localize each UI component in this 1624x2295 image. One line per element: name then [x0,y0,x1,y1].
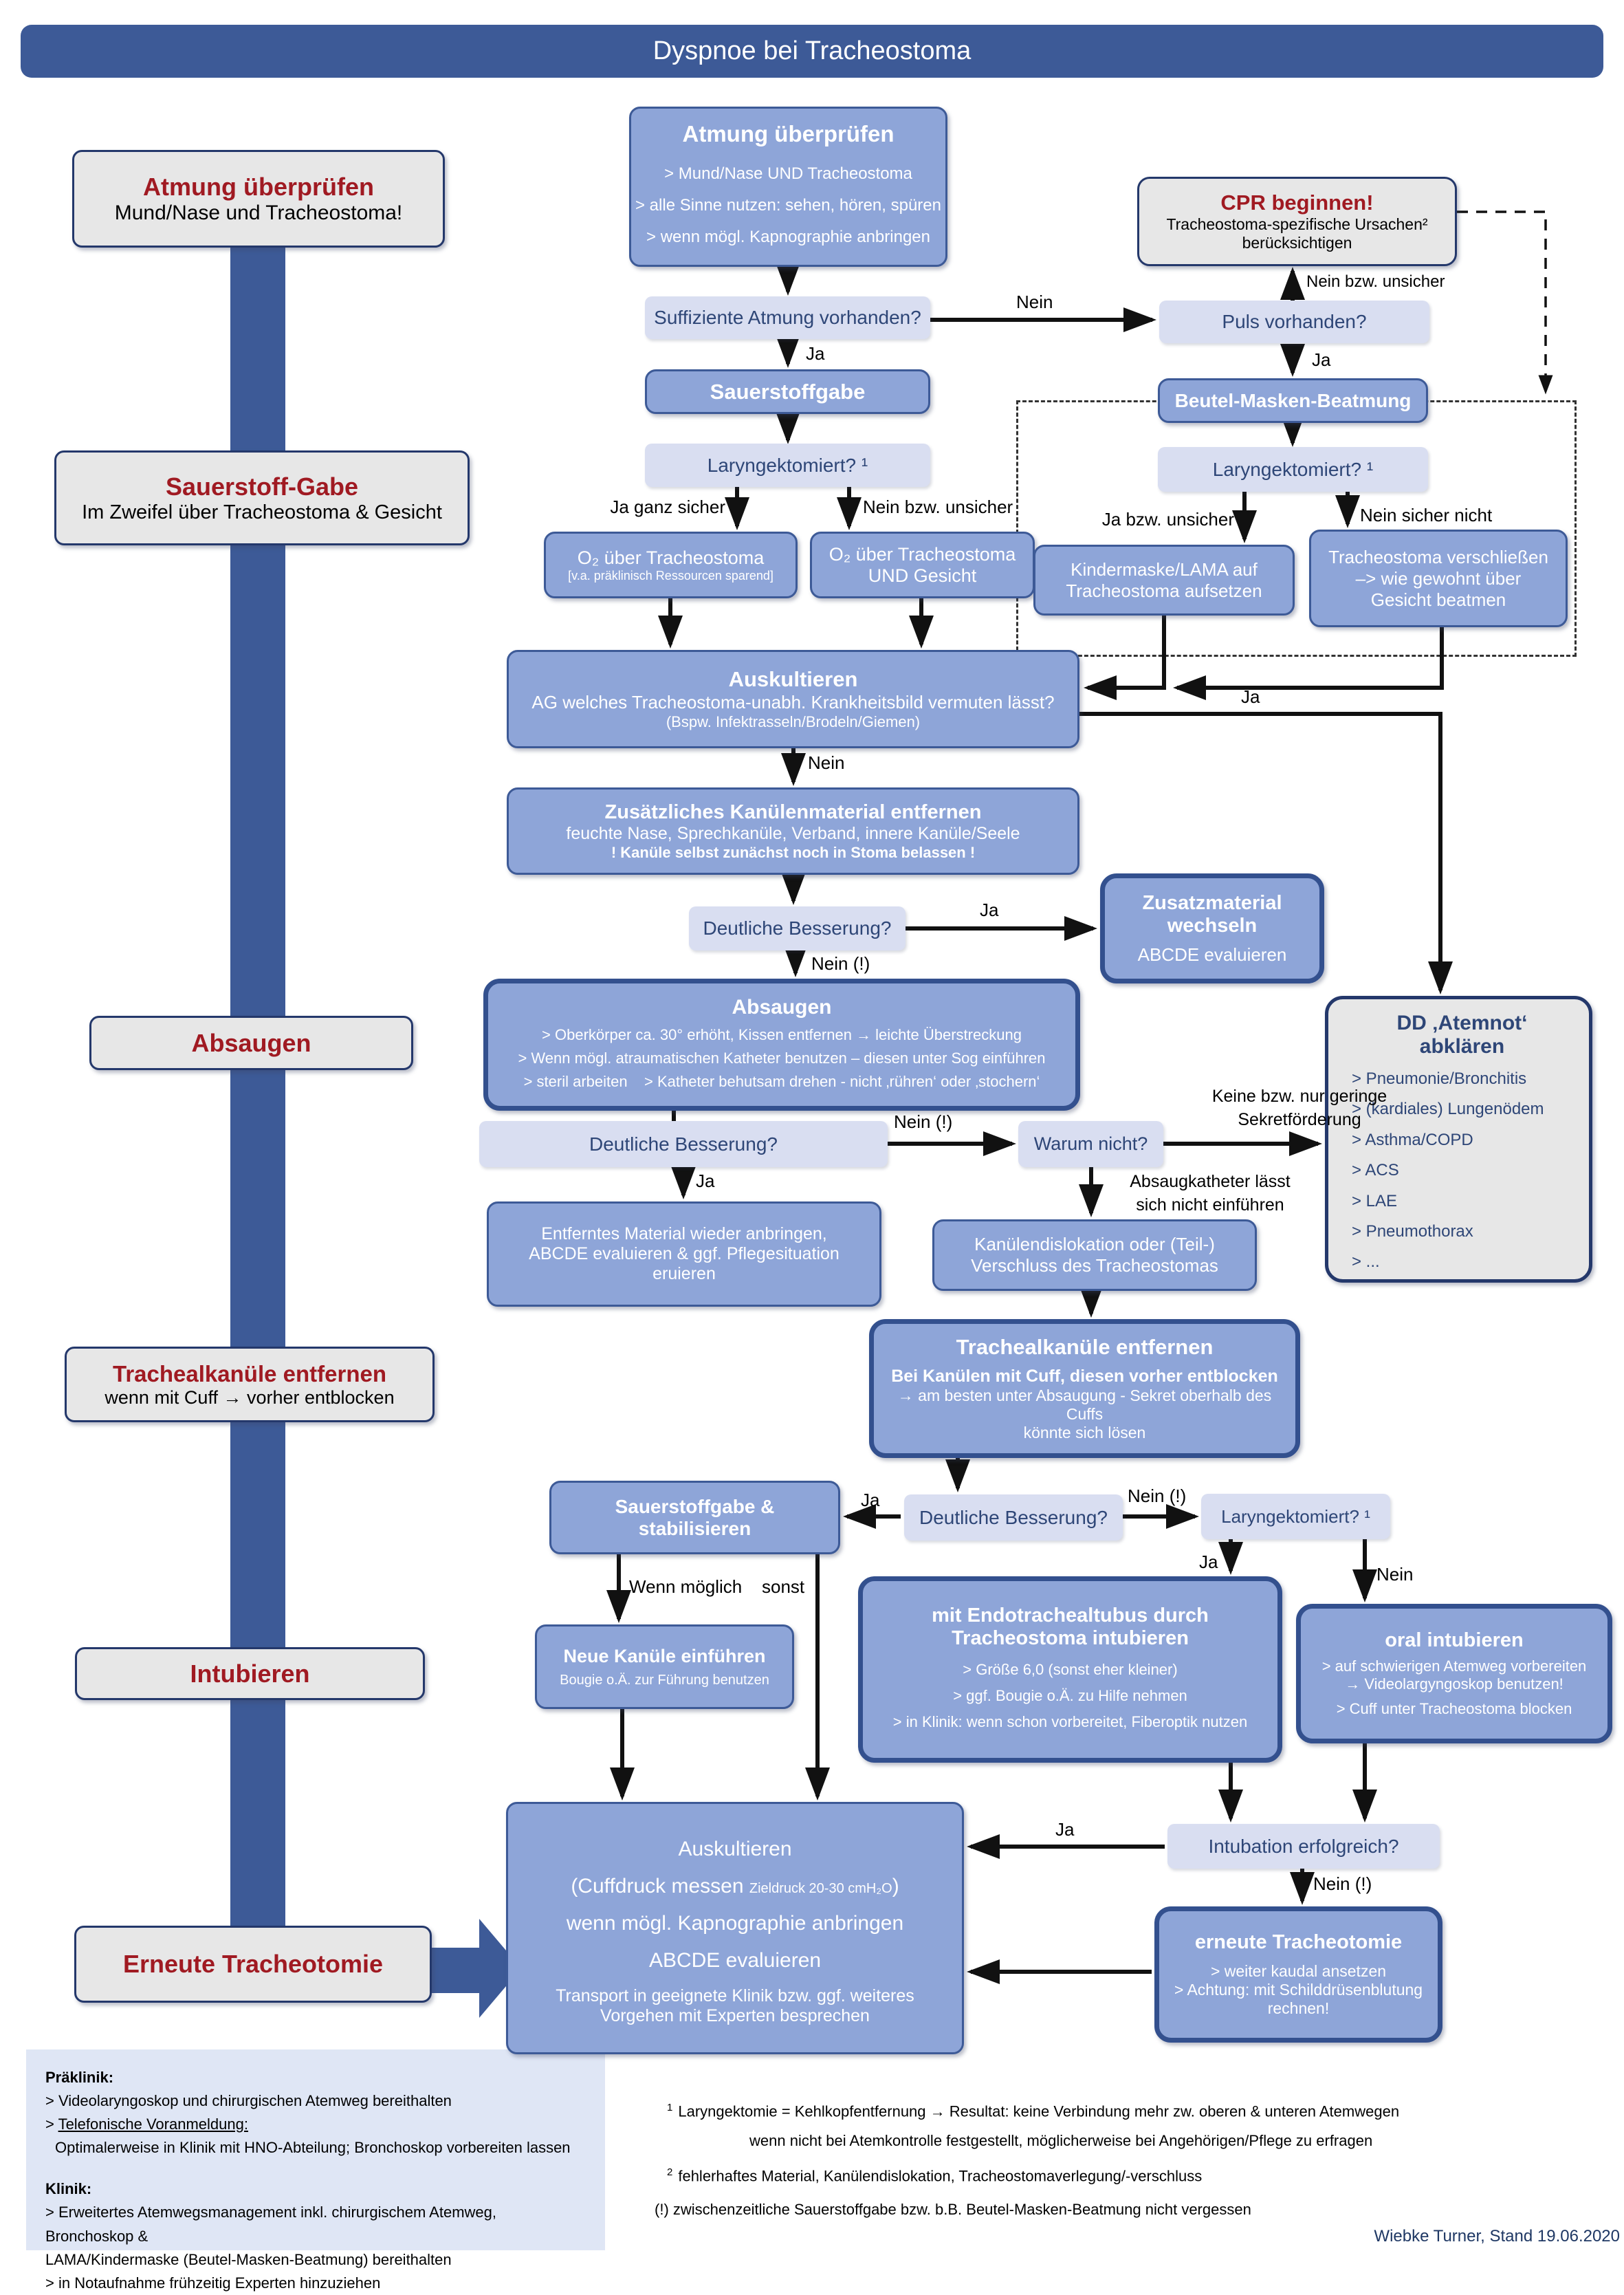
node-trachealkanuele-entfernen [869,1319,1300,1458]
node-line: Vorgehen mit Experten besprechen [600,2005,870,2025]
node-item: > wenn mögl. Kapnographie anbringen [646,227,930,246]
node-title: Atmung überprüfen [682,120,895,146]
praeklinik-heading: Präklinik: [45,2069,114,2086]
node-title: mit Endotrachealtubus durch [932,1604,1209,1627]
sidebar-subtitle: Im Zweifel über Tracheostoma & Gesicht [82,501,442,523]
node-item: → Videolargyngoskop benutzen! [1345,1675,1563,1693]
edge-label-ja: Ja [1199,1552,1218,1572]
node-item: > auf schwierigen Atemweg vorbereiten [1321,1657,1587,1675]
node-absaugen [483,979,1080,1111]
edge-label-ja: Ja [861,1490,880,1510]
klinik-item-1: > Erweitertes Atemwegsmanagement inkl. chirurgischem Atemweg, Bronchoskop & [45,2204,497,2245]
node-line: Tracheostoma-spezifische Ursachen² [1166,215,1428,233]
node-line: feuchte Nase, Sprechkanüle, Verband, innere Kanüle/Seele [566,823,1020,843]
node-item: > Oberkörper ca. 30° erhöht, Kissen entfernen → leichte Überstreckung [542,1026,1022,1043]
node-erneute-tracheotomie [1154,1906,1442,2043]
node-laryngektomiert-3 [1201,1494,1390,1539]
node-item: > ggf. Bougie o.Ä. zu Hilfe nehmen [953,1686,1187,1704]
question-text: Deutliche Besserung? [919,1506,1108,1528]
node-auskultieren-1 [507,650,1079,748]
praeklinik-item-2: > Telefonische Voranmeldung: [45,2115,248,2133]
node-line: könnte sich lösen [1023,1424,1146,1442]
dd-item: > ... [1352,1252,1380,1272]
node-item: > Größe 6,0 (sonst eher kleiner) [963,1660,1178,1678]
edge-label-nein-bzw-unsicher: Nein bzw. unsicher [863,497,1013,517]
dd-item: > LAE [1352,1191,1398,1210]
node-line: ABCDE evaluieren & ggf. Pflegesituation [529,1244,840,1263]
node-line: → am besten unter Absaugung - Sekret oberhalb des Cuffs [897,1386,1272,1423]
footnote-exclamation: (!) zwischenzeitliche Sauerstoffgabe bzw. b.B. Beutel-Masken-Beatmung nicht vergessen [655,2201,1251,2218]
node-line: Entferntes Material wieder anbringen, [541,1224,827,1243]
edge-label-ja: Ja [980,900,999,920]
node-title: Tracheostoma intubieren [952,1627,1189,1649]
question-text: Puls vorhanden? [1222,311,1367,332]
node-line: stabilisieren [638,1517,751,1539]
node-title: oral intubieren [1385,1629,1524,1651]
node-line: Gesicht beatmen [1370,589,1506,610]
node-warum-nicht [1018,1121,1163,1167]
node-line [567,1875,903,1898]
edge-label-nein-ausruf: Nein (!) [1128,1486,1187,1506]
edge-label-line: Sekretförderung [1238,1109,1361,1129]
node-line: eruieren [652,1264,716,1283]
footnote-2 [667,2166,1202,2185]
dd-item: > (kardiales) Lungenödem [1352,1100,1544,1119]
question-text: Laryngektomiert? ¹ [1212,458,1374,480]
node-beutel-masken-beatmung [1158,378,1428,423]
node-title: erneute Tracheotomie [1194,1931,1403,1953]
node-line: Bei Kanülen mit Cuff, diesen vorher entblocken [891,1367,1278,1386]
sidebar-erneute-tracheotomie [74,1926,432,2003]
node-item: > Cuff unter Tracheostoma blocken [1336,1700,1572,1717]
node-line: berücksichtigen [1242,234,1352,252]
node-line: UND Gesicht [868,565,977,586]
edge-label-nein: Nein [1376,1564,1414,1585]
edge-label-nein: Nein [1016,292,1053,312]
node-line: Kanülendislokation oder (Teil-) [974,1234,1215,1254]
node-item: > Wenn mögl. atraumatischen Katheter benutzen – diesen unter Sog einführen [518,1049,1046,1067]
node-line: AG welches Tracheostoma-unabh. Krankheitsbild vermuten lässt? [531,692,1055,713]
sidebar-intubieren [75,1647,425,1700]
footnote-marker: 2 [667,2166,673,2178]
klinik-heading: Klinik: [45,2180,92,2198]
node-sauerstoffgabe-stabilisieren [549,1481,840,1554]
node-title: DD ‚Atemnot‘ abklären [1396,1012,1528,1058]
node-suffiziente-atmung [645,296,930,339]
node-laryngektomiert-1 [645,444,930,487]
dd-item: > ACS [1352,1161,1399,1180]
node-item: > steril arbeiten > Katheter behutsam drehen - nicht ‚rühren‘ oder ‚stochern‘ [523,1073,1040,1090]
dd-item: > Pneumothorax [1352,1221,1473,1241]
node-o2-tracheostoma-und-gesicht [810,532,1035,598]
edge-label-nein-bzw-unsicher: Nein bzw. unsicher [1306,272,1445,291]
edge-label-ja: Ja [1055,1819,1075,1840]
node-zusatzmaterial-wechseln [1100,873,1324,983]
edge-label-sonst: sonst [762,1576,805,1597]
node-line: ABCDE evaluieren [1137,944,1287,965]
node-line: O₂ über Tracheostoma [577,547,765,568]
node-item: > alle Sinne nutzen: sehen, hören, spüren [635,195,941,215]
node-title: Auskultieren [678,1837,792,1860]
node-laryngektomiert-2 [1158,447,1428,492]
edge-label-line: sich nicht einführen [1136,1195,1284,1215]
node-dd-atemnot [1325,996,1592,1283]
node-line: Tracheostoma verschließen [1328,546,1548,567]
node-line: O₂ über Tracheostoma [829,543,1016,565]
node-kanuelendislokation [932,1219,1257,1291]
cuff-close: ) [892,1874,899,1897]
node-title: Beutel-Masken-Beatmung [1174,389,1412,411]
dd-item: > Asthma/COPD [1352,1130,1473,1149]
edge-label-line: Keine bzw. nur geringe [1211,1087,1387,1106]
node-title: Sauerstoffgabe [710,379,866,404]
node-neue-kanuele [535,1624,794,1709]
edge-label-nein-ausruf: Nein (!) [894,1111,953,1132]
page-title [21,25,1603,78]
edge-label-sekretfoerderung [1169,1085,1430,1132]
footnote-marker: 1 [667,2102,673,2113]
sidebar-title: Sauerstoff-Gabe [165,472,359,501]
sidebar-title: Absaugen [191,1028,311,1057]
node-line: Zusatzmaterial [1142,891,1282,914]
dd-item: > Pneumonie/Bronchitis [1352,1069,1527,1088]
node-endotrachealtubus [858,1576,1282,1763]
footnote-text: Laryngektomie = Kehlkopfentfernung → Resultat: keine Verbindung mehr zw. oberen & unteren Atemwegen [678,2102,1400,2120]
node-line: ! Kanüle selbst zunächst noch in Stoma belassen ! [611,843,976,861]
footnote-text: fehlerhaftes Material, Kanülendislokation, Tracheostomaverlegung/-verschluss [678,2167,1203,2185]
klinik-item-3: > in Notaufnahme frühzeitig Experten hinzuziehen [45,2274,381,2292]
sidebar-absaugen [89,1016,413,1070]
node-item: > weiter kaudal ansetzen [1210,1962,1387,1980]
node-cpr-beginnen [1137,177,1457,266]
edge-label-absaugkatheter [1104,1171,1317,1217]
node-line: Kindermaske/LAMA auf [1071,558,1258,580]
node-line: wechseln [1167,914,1258,937]
edge-label-nein-sicher-nicht: Nein sicher nicht [1360,505,1493,525]
edge-label-line: Absaugkatheter lässt [1130,1172,1291,1191]
node-line: (Bspw. Infektrasseln/Brodeln/Giemen) [666,713,921,730]
sidebar-trachealkanuele-entfernen [65,1347,435,1422]
node-title: Absaugen [732,996,832,1019]
sidebar-title: Atmung überprüfen [143,173,374,201]
edge-label-ja-ganz-sicher: Ja ganz sicher [610,497,725,517]
node-puls-vorhanden [1159,301,1429,343]
node-atmung-ueberpruefen [629,107,947,267]
edge-label-nein: Nein [808,752,845,773]
edge-label-ja: Ja [1241,686,1260,707]
edge-label-ja-bzw-unsicher: Ja bzw. unsicher [1101,509,1234,530]
praeklinik-item-1: > Videolaryngoskop und chirurgischen Atemweg bereithalten [45,2092,452,2110]
node-tracheostoma-verschliessen [1309,530,1568,627]
question-text: Deutliche Besserung? [703,917,892,939]
cuff-target: Zieldruck 20-30 cmH₂O [749,1880,892,1896]
edge-label-ja: Ja [1312,349,1331,370]
node-line: Bougie o.Ä. zur Führung benutzen [560,1672,769,1688]
question-text: Laryngektomiert? ¹ [1221,1505,1370,1527]
cuff-text: (Cuffdruck messen [571,1874,749,1897]
node-item: rechnen! [1267,1999,1330,2017]
node-item: > in Klinik: wenn schon vorbereitet, Fiberoptik nutzen [892,1712,1248,1730]
question-text: Intubation erfolgreich? [1208,1835,1399,1857]
node-line: Tracheostoma aufsetzen [1066,580,1262,601]
question-text: Suffiziente Atmung vorhanden? [654,307,921,328]
node-deutliche-besserung-3 [904,1494,1123,1541]
node-line: [v.a. präklinisch Ressourcen sparend] [568,568,773,583]
node-sauerstoffgabe [645,369,930,414]
sidebar-title: Trachealkanüle entfernen [113,1360,386,1386]
question-text: Laryngektomiert? ¹ [707,454,868,476]
node-kindermaske-lama [1033,545,1295,616]
node-oral-intubieren [1296,1604,1612,1743]
sidebar-sauerstoff-gabe [54,450,470,545]
node-line: wenn mögl. Kapnographie anbringen [566,1911,904,1935]
page-title-text: Dyspnoe bei Tracheostoma [652,36,972,65]
sidebar-title: Intubieren [190,1659,310,1688]
node-material-wieder-anbringen [487,1201,881,1307]
node-title: Auskultieren [728,667,858,691]
edge-label-wenn-moeglich: Wenn möglich [629,1576,743,1597]
edge-label-nein-ausruf: Nein (!) [811,953,870,974]
node-o2-tracheostoma [544,532,798,598]
klinik-item-2: LAMA/Kindermaske (Beutel-Masken-Beatmung) bereithalten [45,2250,452,2268]
edge-label-ja: Ja [806,343,825,364]
sidebar-subtitle: wenn mit Cuff → vorher entblocken [105,1386,395,1408]
node-line: ABCDE evaluieren [648,1948,822,1972]
node-line: Verschluss des Tracheostomas [971,1255,1218,1276]
node-item: > Achtung: mit Schilddrüsenblutung [1174,1981,1423,1999]
sidebar-atmung-ueberpruefen [72,150,445,248]
footnote-1-line-1 [667,2102,1399,2120]
node-kanuelenmaterial-entfernen [507,787,1079,875]
node-title: CPR beginnen! [1220,191,1374,215]
node-deutliche-besserung-1 [689,906,906,950]
question-text: Deutliche Besserung? [589,1133,778,1155]
node-item: > Mund/Nase UND Tracheostoma [664,164,912,183]
node-line: –> wie gewohnt über [1355,567,1522,589]
node-line: Sauerstoffgabe & [615,1495,775,1517]
edge-label-nein-ausruf: Nein (!) [1313,1873,1372,1894]
node-line: Transport in geeignete Klinik bzw. ggf. weiteres [556,1986,914,2005]
node-deutliche-besserung-2 [479,1121,888,1167]
question-text: Warum nicht? [1033,1133,1148,1154]
node-title: Neue Kanüle einführen [563,1645,766,1666]
sidebar-title: Erneute Tracheotomie [122,1950,384,1978]
praeklinik-item-3: Optimalerweise in Klinik mit HNO-Abteilung; Bronchoskop vorbereiten lassen [55,2139,571,2157]
footnote-1-line-2: wenn nicht bei Atemkontrolle festgestellt, möglicherweise bei Angehörigen/Pflege zu erfragen [749,2132,1373,2149]
node-title: Trachealkanüle entfernen [956,1335,1214,1359]
node-intubation-erfolgreich [1167,1824,1440,1869]
edge-label-ja: Ja [696,1171,715,1191]
node-title: Zusätzliches Kanülenmaterial entfernen [604,801,982,823]
sidebar-subtitle: Mund/Nase und Tracheostoma! [114,202,403,224]
credit-line: Wiebke Turner, Stand 19.06.2020 [1374,2227,1620,2245]
node-auskultieren-2 [506,1802,964,2054]
